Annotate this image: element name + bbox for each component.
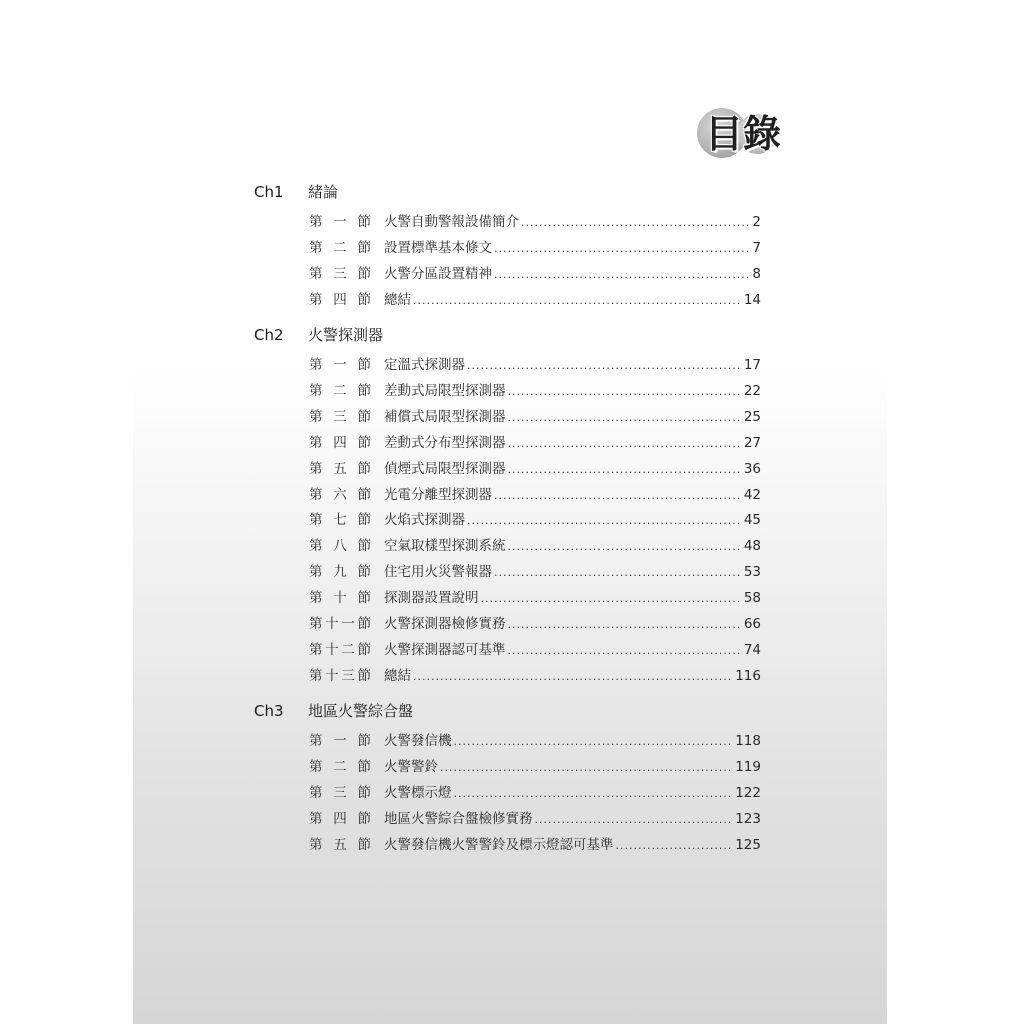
section-number: 第 十 一 節 <box>309 616 371 632</box>
chapter-title: 地區火警綜合盤 <box>308 702 414 720</box>
page-number: 42 <box>743 486 761 503</box>
page-number: 8 <box>752 265 761 282</box>
dot-leader <box>454 731 734 753</box>
toc-entry <box>309 237 761 259</box>
section-number: 第 三 節 <box>309 784 371 801</box>
toc-entry <box>309 639 761 661</box>
section-number: 第 二 節 <box>309 758 371 775</box>
dot-leader <box>494 238 750 260</box>
section-number: 第 一 節 <box>309 733 371 749</box>
chapter-number: Ch1 <box>254 183 284 201</box>
page-number: 17 <box>743 357 761 373</box>
dot-leader <box>508 381 742 403</box>
page-number: 45 <box>743 512 761 529</box>
dot-leader <box>494 264 750 286</box>
dot-leader <box>508 614 742 636</box>
section-title: 火警標示燈 <box>384 784 452 801</box>
dot-leader <box>494 562 742 584</box>
toc-entry <box>309 535 761 557</box>
section-number: 第 五 節 <box>309 460 371 477</box>
dot-leader <box>508 433 742 455</box>
section-title: 火警發信機火警警鈴及標示燈認可基準 <box>384 836 614 853</box>
dot-leader <box>616 835 734 857</box>
section-number: 第 四 節 <box>309 291 371 308</box>
section-number: 第 十 節 <box>309 590 371 607</box>
toc-entry <box>309 665 761 687</box>
section-title: 光電分離型探測器 <box>384 486 492 503</box>
dot-leader <box>494 485 742 507</box>
toc-entry <box>309 354 761 376</box>
section-number: 第 一 節 <box>309 214 371 230</box>
page-number: 53 <box>743 564 761 581</box>
toc-entry <box>309 756 761 778</box>
toc-entry <box>309 458 761 480</box>
page-number: 118 <box>735 733 761 749</box>
page-number: 66 <box>743 616 761 632</box>
dot-leader <box>535 809 734 831</box>
dot-leader <box>521 212 750 234</box>
chapter-number: Ch3 <box>254 702 284 720</box>
section-title: 偵煙式局限型探測器 <box>384 460 506 477</box>
dot-leader <box>440 757 733 779</box>
section-number: 第 四 節 <box>309 434 371 451</box>
section-title: 差動式局限型探測器 <box>384 382 506 399</box>
page-number: 123 <box>735 810 761 827</box>
section-title: 火焰式探測器 <box>384 512 465 529</box>
toc-entry <box>309 380 761 402</box>
section-title: 總結 <box>384 667 411 684</box>
toc-entry <box>309 613 761 635</box>
dot-leader <box>481 588 742 610</box>
toc-entry <box>309 782 761 804</box>
section-number: 第 二 節 <box>309 239 371 256</box>
section-title: 探測器設置說明 <box>384 590 479 607</box>
section-number: 第 四 節 <box>309 810 371 827</box>
chapter-number: Ch2 <box>254 326 284 344</box>
toc-entry <box>309 834 761 856</box>
page-number: 2 <box>752 214 761 230</box>
dot-leader <box>413 290 742 312</box>
section-number: 第 九 節 <box>309 564 371 581</box>
page-number: 36 <box>743 460 761 477</box>
section-title: 定溫式探測器 <box>384 357 465 373</box>
section-title: 補償式局限型探測器 <box>384 408 506 425</box>
section-number: 第 八 節 <box>309 538 371 555</box>
toc-entry <box>309 211 761 233</box>
section-title: 住宅用火災警報器 <box>384 564 492 581</box>
dot-leader <box>467 355 742 377</box>
toc-entry <box>309 509 761 531</box>
toc-entry <box>309 432 761 454</box>
section-title: 地區火警綜合盤檢修實務 <box>384 810 533 827</box>
section-title: 火警探測器認可基準 <box>384 641 506 658</box>
section-number: 第 一 節 <box>309 357 371 373</box>
section-title: 火警分區設置精神 <box>384 265 492 282</box>
page-number: 116 <box>735 667 761 684</box>
toc-entry <box>309 587 761 609</box>
page-number: 27 <box>743 434 761 451</box>
section-number: 第 三 節 <box>309 265 371 282</box>
section-title: 火警發信機 <box>384 733 452 749</box>
dot-leader <box>508 536 742 558</box>
section-number: 第 二 節 <box>309 382 371 399</box>
page-number: 48 <box>743 538 761 555</box>
dot-leader <box>454 783 734 805</box>
section-title: 空氣取樣型探測系統 <box>384 538 506 555</box>
section-number: 第 七 節 <box>309 512 371 529</box>
toc-entry <box>309 289 761 311</box>
section-title: 火警自動警報設備簡介 <box>384 214 519 230</box>
dot-leader <box>508 640 742 662</box>
section-title: 設置標準基本條文 <box>384 239 492 256</box>
toc-entry <box>309 406 761 428</box>
toc-heading-text: 目錄 <box>705 112 782 156</box>
chapter-title: 火警探測器 <box>308 326 384 344</box>
section-number: 第 十 二 節 <box>309 641 371 658</box>
section-title: 總結 <box>384 291 411 308</box>
page-number: 14 <box>743 291 761 308</box>
dot-leader <box>467 510 742 532</box>
toc-entry <box>309 808 761 830</box>
page-number: 7 <box>752 239 761 256</box>
section-number: 第 六 節 <box>309 486 371 503</box>
dot-leader <box>508 459 742 481</box>
section-number: 第 三 節 <box>309 408 371 425</box>
page-number: 122 <box>735 784 761 801</box>
toc-entry <box>309 263 761 285</box>
section-title: 差動式分布型探測器 <box>384 434 506 451</box>
toc-entry <box>309 561 761 583</box>
page-number: 125 <box>735 836 761 853</box>
section-title: 火警警鈴 <box>384 758 438 775</box>
section-title: 火警探測器檢修實務 <box>384 616 506 632</box>
section-number: 第 十 三 節 <box>309 667 371 684</box>
page-number: 58 <box>743 590 761 607</box>
toc-entry <box>309 730 761 752</box>
section-number: 第 五 節 <box>309 836 371 853</box>
dot-leader <box>508 407 742 429</box>
chapter-title: 緒論 <box>308 183 339 201</box>
page-number: 22 <box>743 382 761 399</box>
page-number: 74 <box>743 641 761 658</box>
dot-leader <box>413 666 733 688</box>
page-number: 25 <box>743 408 761 425</box>
page-number: 119 <box>735 758 761 775</box>
toc-entry <box>309 484 761 506</box>
